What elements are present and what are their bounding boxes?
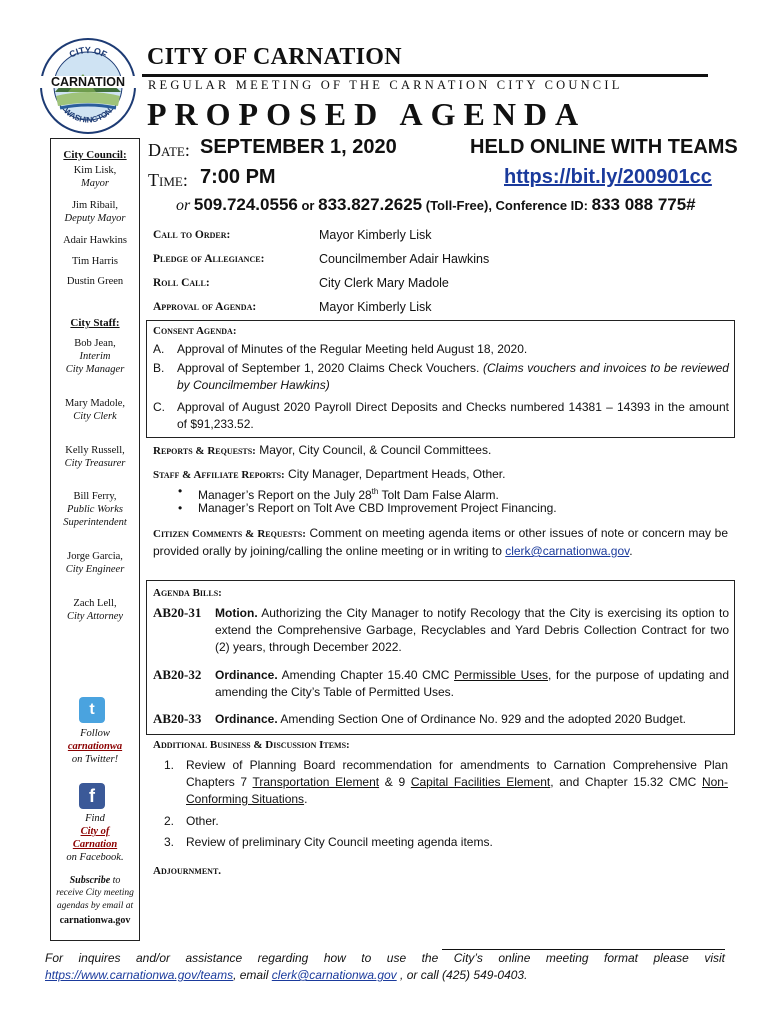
- bill-text: Amending Chapter 15.40 CMC: [281, 668, 450, 682]
- facebook-city-link[interactable]: City of: [80, 826, 110, 837]
- bill-text: Authorizing the City Manager to notify Recology that the City is exercising its option to extend the Comprehensive Garbage, Recyclables and Yard Debris Collection Contract for two (2) years, through December 2022.: [215, 606, 729, 654]
- sidebar: [50, 138, 140, 941]
- subscribe-site-link[interactable]: carnationwa.gov: [59, 915, 131, 926]
- facebook-icon[interactable]: f: [79, 783, 105, 809]
- staff-role: Superintendent: [63, 517, 127, 528]
- citizen-title: Citizen Comments & Requests:: [153, 528, 306, 540]
- held-online-text: HELD ONLINE WITH TEAMS: [470, 136, 738, 158]
- phone-number-1[interactable]: 509.724.0556: [193, 195, 298, 214]
- council-member-name: Dustin Green: [66, 276, 124, 287]
- proposed-agenda-title: PROPOSED AGENDA: [147, 96, 587, 132]
- additional-item-text: Review of Planning Board recommendation for amendments to Carnation Comprehensive Plan Chapters 7: [186, 758, 728, 789]
- footer-text: , email: [233, 968, 269, 982]
- twitter-icon[interactable]: t: [79, 697, 105, 723]
- reports-title: Reports & Requests:: [153, 445, 256, 457]
- seal-bottom-text: WASHINGTON: [62, 106, 114, 125]
- bullet-icon: •: [178, 484, 183, 498]
- staff-name: Bob Jean,: [74, 338, 116, 349]
- consent-letter: C.: [153, 400, 165, 414]
- staff-role: City Manager: [65, 364, 125, 375]
- approval-value: Mayor Kimberly Lisk: [319, 300, 432, 314]
- bill-ab20-32: [215, 667, 729, 701]
- bill-ab20-33: [215, 711, 729, 728]
- meeting-subtitle: REGULAR MEETING OF THE CARNATION CITY COUNCIL: [148, 78, 623, 92]
- ordinal-suffix: th: [371, 487, 379, 496]
- phone-or-2: or: [301, 198, 315, 213]
- consent-item-b-note: (Claims vouchers and invoices to be reviewed by Councilmember Hawkins): [177, 361, 729, 392]
- staff-role: City Clerk: [73, 411, 117, 422]
- call-to-order-label: Call to Order:: [153, 229, 231, 241]
- agenda-bills-title: Agenda Bills:: [153, 587, 222, 599]
- list-number: 3.: [164, 835, 175, 849]
- permissible-uses-link[interactable]: Permissible Uses: [454, 668, 549, 682]
- clerk-email-link[interactable]: clerk@carnationwa.gov: [505, 544, 630, 558]
- additional-item-text: , and Chapter 15.32 CMC: [550, 775, 697, 789]
- council-member-name: Tim Harris: [72, 256, 118, 267]
- capital-facilities-link[interactable]: Capital Facilities Element: [410, 775, 551, 789]
- phone-note: (Toll-Free), Conference ID:: [425, 198, 589, 213]
- additional-business-title: Additional Business & Discussion Items:: [153, 739, 350, 751]
- citizen-comments: [153, 525, 728, 560]
- council-member-name: Jim Ribail,: [71, 200, 119, 211]
- pledge-label: Pledge of Allegiance:: [153, 253, 265, 265]
- list-number: 1.: [164, 758, 175, 772]
- meeting-date: SEPTEMBER 1, 2020: [200, 136, 397, 158]
- bill-text: Amending Section One of Ordinance No. 929 and the adopted 2020 Budget.: [280, 712, 686, 726]
- facebook-find-text: Find: [85, 813, 105, 824]
- footer-text: , or call (425) 549-0403.: [400, 968, 528, 982]
- time-label: Time:: [148, 170, 188, 190]
- council-heading: City Council:: [63, 149, 127, 161]
- council-member-name: Adair Hawkins: [63, 235, 127, 246]
- consent-item-a: Approval of Minutes of the Regular Meeting held August 18, 2020.: [177, 342, 528, 356]
- non-conforming-link[interactable]: Non-Conforming Situations: [186, 775, 728, 806]
- twitter-on-text: on Twitter!: [71, 754, 119, 765]
- council-member-role: Mayor: [81, 178, 109, 189]
- subscribe-text: agendas by email at: [56, 901, 134, 911]
- bill-id: AB20-33: [153, 711, 202, 726]
- twitter-follow-text: Follow: [80, 728, 110, 739]
- agenda-bills-box: [146, 580, 735, 735]
- staff-report-item-text: Manager’s Report on the July 28: [198, 488, 372, 502]
- approval-label: Approval of Agenda:: [153, 301, 257, 313]
- staff-name: Kelly Russell,: [65, 445, 125, 456]
- call-to-order-value: Mayor Kimberly Lisk: [319, 228, 432, 242]
- staff-report-item: Manager’s Report on Tolt Ave CBD Improvement Project Financing.: [198, 501, 557, 515]
- staff-name: Bill Ferry,: [73, 491, 117, 502]
- conference-id: 833 088 775#: [591, 195, 696, 214]
- consent-item-c: Approval of August 2020 Payroll Direct Deposits and Checks numbered 14381 – 14393 in the amount of $91,233.52.: [177, 400, 729, 431]
- staff-reports-title: Staff & Affiliate Reports:: [153, 469, 285, 481]
- staff-reports-line: [153, 466, 728, 484]
- consent-agenda-title: Consent Agenda:: [153, 325, 237, 337]
- roll-call-value: City Clerk Mary Madole: [319, 276, 449, 290]
- subscribe-text: [51, 874, 139, 887]
- reports-text: Mayor, City Council, & Council Committees.: [259, 443, 492, 457]
- citizen-text: Comment on meeting agenda items or other issues of note or concern may be provided orally by joining/calling the online meeting or in writing to: [153, 526, 728, 558]
- consent-letter: B.: [153, 361, 165, 375]
- additional-item-3: Review of preliminary City Council meeting agenda items.: [186, 835, 493, 849]
- adjournment-label: Adjournment.: [153, 865, 222, 877]
- roll-call-label: Roll Call:: [153, 277, 210, 289]
- staff-reports-text: City Manager, Department Heads, Other.: [288, 467, 506, 481]
- staff-name: Zach Lell,: [73, 598, 117, 609]
- bullet-icon: •: [178, 501, 183, 515]
- additional-item-text: .: [304, 792, 308, 806]
- additional-item-text: & 9: [384, 775, 406, 789]
- phone-or: or: [176, 197, 191, 214]
- bill-text: , for the purpose of updating and amending the City’s Table of Permitted Uses.: [215, 668, 729, 699]
- footer-email-link[interactable]: clerk@carnationwa.gov: [271, 968, 397, 982]
- staff-heading: City Staff:: [70, 317, 120, 329]
- bill-ab20-31: [215, 605, 729, 656]
- teams-meeting-link[interactable]: https://bit.ly/200901cc: [504, 166, 712, 188]
- date-label: Date:: [148, 140, 190, 160]
- subscribe-word: Subscribe: [69, 875, 111, 886]
- bill-kind: Ordinance.: [215, 712, 278, 726]
- staff-role: City Treasurer: [64, 458, 126, 469]
- pledge-value: Councilmember Adair Hawkins: [319, 252, 490, 266]
- staff-role: Interim: [79, 351, 111, 362]
- consent-item-b: [177, 360, 729, 394]
- twitter-handle-link[interactable]: carnationwa: [67, 741, 123, 752]
- bill-kind: Motion.: [215, 606, 258, 620]
- transportation-element-link[interactable]: Transportation Element: [252, 775, 380, 789]
- bill-id: AB20-31: [153, 605, 202, 620]
- staff-role: City Attorney: [66, 611, 124, 622]
- consent-item-b-text: Approval of September 1, 2020 Claims Check Vouchers.: [177, 361, 480, 375]
- meeting-time: 7:00 PM: [200, 166, 276, 188]
- facebook-on-text: on Facebook.: [66, 852, 124, 863]
- list-number: 2.: [164, 814, 175, 828]
- phone-number-2[interactable]: 833.827.2625: [318, 195, 423, 214]
- consent-letter: A.: [153, 342, 165, 356]
- staff-report-item-text: Tolt Dam False Alarm.: [378, 488, 499, 502]
- additional-item-1: [186, 757, 728, 808]
- seal-top-text: CITY OF: [67, 45, 109, 60]
- facebook-city-link[interactable]: Carnation: [72, 839, 118, 850]
- subscribe-to: to: [112, 875, 121, 886]
- footer-note: [45, 950, 725, 984]
- reports-line: [153, 442, 728, 460]
- staff-role: Public Works: [67, 504, 123, 515]
- citizen-end: .: [629, 544, 633, 558]
- city-title: CITY OF CARNATION: [147, 44, 402, 70]
- staff-name: Mary Madole,: [64, 398, 126, 409]
- seal-main-text: CARNATION: [50, 75, 126, 89]
- city-seal-logo: [38, 36, 138, 136]
- footer-text: For inquires and/or assistance regarding how to use the City’s online meeting format please visit: [45, 951, 725, 965]
- council-member-role: Deputy Mayor: [64, 213, 126, 224]
- staff-name: Jorge Garcia,: [67, 551, 123, 562]
- staff-role: City Engineer: [65, 564, 125, 575]
- teams-info-link[interactable]: https://www.carnationwa.gov/teams: [45, 968, 234, 982]
- title-divider: [142, 74, 708, 77]
- phone-line: [176, 195, 696, 215]
- council-member-name: Kim Lisk,: [73, 165, 117, 176]
- bill-kind: Ordinance.: [215, 668, 278, 682]
- bill-id: AB20-32: [153, 667, 202, 682]
- subscribe-text: receive City meeting: [56, 888, 134, 898]
- consent-agenda-box: [146, 320, 735, 438]
- additional-item-2: Other.: [186, 814, 219, 828]
